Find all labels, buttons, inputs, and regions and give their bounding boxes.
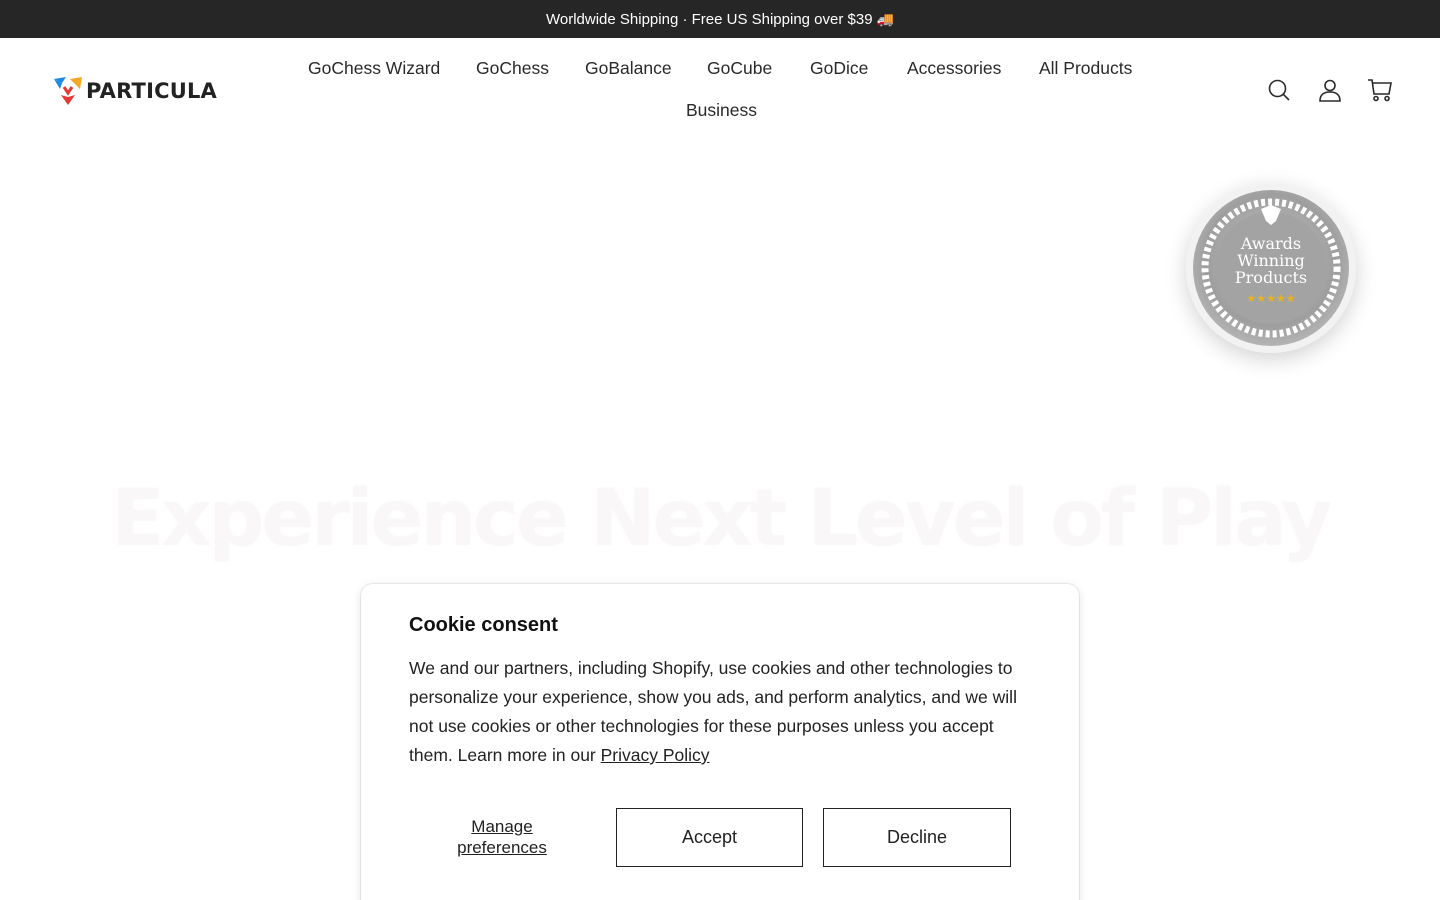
truck-icon: 🚚 xyxy=(876,10,894,27)
nav-all-products[interactable]: All Products xyxy=(1039,58,1133,78)
cookie-body-text: We and our partners, including Shopify, use cookies and other technologies to personalize your experience, show you ads, and perform analytics, and we will not use cookies or other technologies for these purposes unless you accept them. Learn more in our xyxy=(409,658,1017,765)
announcement-text: Worldwide Shipping · Free US Shipping over $39 xyxy=(545,10,873,28)
award-line3: Products xyxy=(1234,268,1308,287)
nav-gocube[interactable]: GoCube xyxy=(707,58,773,78)
award-line2: Winning xyxy=(1237,251,1305,270)
announcement-bar xyxy=(0,0,1440,38)
accept-button[interactable]: Accept xyxy=(616,808,803,867)
award-badge xyxy=(1186,183,1356,353)
award-stars: ★★★★★ xyxy=(1246,292,1296,305)
site-header xyxy=(0,38,1440,142)
cart-icon[interactable] xyxy=(1367,77,1393,103)
nav-gochess-wizard[interactable]: GoChess Wizard xyxy=(308,58,441,78)
award-line1: Awards xyxy=(1240,234,1302,253)
search-icon[interactable] xyxy=(1266,77,1292,103)
account-icon[interactable] xyxy=(1317,77,1343,103)
cookie-title: Cookie consent xyxy=(409,614,558,636)
logo-text: PARTICULA xyxy=(86,79,217,103)
manage-preferences-link[interactable]: Manage preferences xyxy=(457,817,547,857)
nav-accessories[interactable]: Accessories xyxy=(907,58,1002,78)
logo-mark-icon xyxy=(52,75,84,107)
decline-button[interactable]: Decline xyxy=(823,808,1011,867)
nav-godice[interactable]: GoDice xyxy=(810,58,869,78)
privacy-policy-link[interactable]: Privacy Policy xyxy=(600,745,710,765)
logo[interactable] xyxy=(52,75,217,107)
cookie-consent-dialog xyxy=(361,584,1079,900)
hero-title: Experience Next Level of Play xyxy=(110,474,1330,564)
nav-business[interactable]: Business xyxy=(686,100,758,120)
nav-gobalance[interactable]: GoBalance xyxy=(585,58,672,78)
cookie-body xyxy=(409,654,1029,770)
nav-gochess[interactable]: GoChess xyxy=(476,58,549,78)
